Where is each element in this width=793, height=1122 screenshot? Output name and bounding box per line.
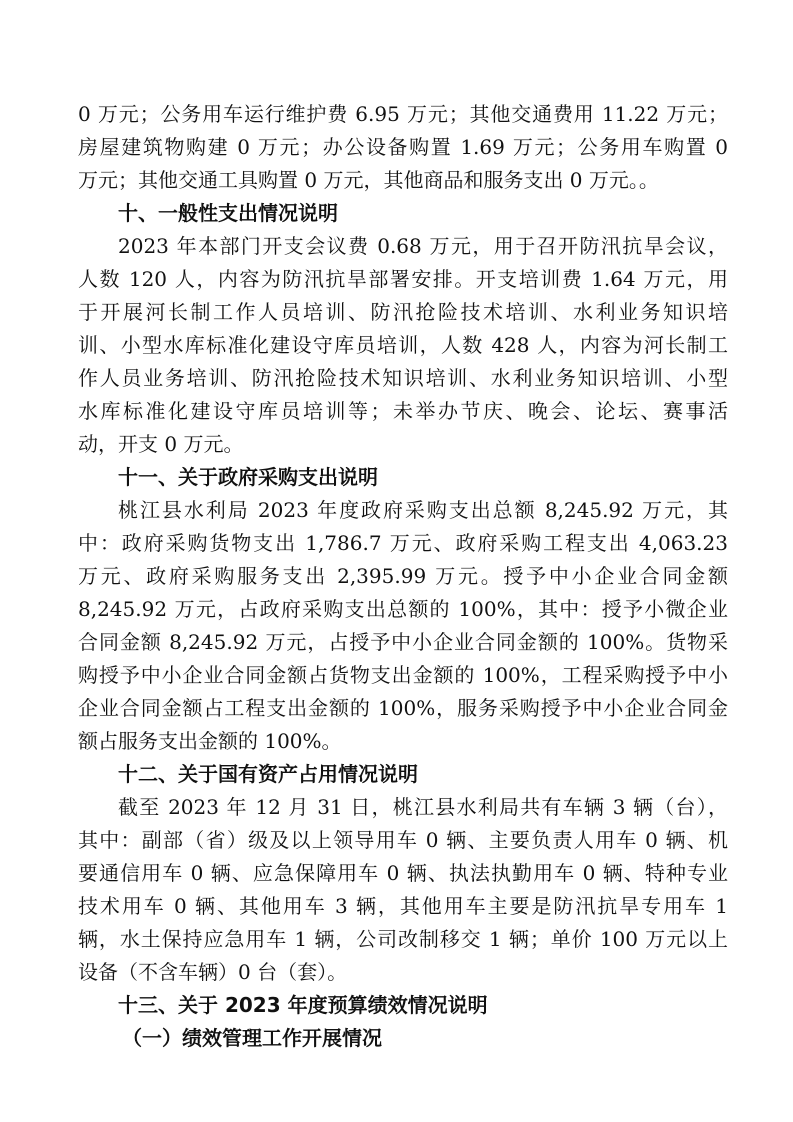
text-line: 设备（不含车辆）0 台（套）。 [78, 960, 348, 984]
text-line: 人数 120 人，内容为防汛抗旱部署安排。开支培训费 1.64 万元，用 [78, 267, 728, 291]
section-heading-12: 十二、关于国有资产占用情况说明 [118, 762, 418, 786]
text-line: 8,245.92 万元，占政府采购支出总额的 100%，其中：授予小微企业 [78, 597, 728, 621]
text-line: 企业合同金额占工程支出金额的 100%，服务采购授予中小企业合同金 [78, 696, 728, 720]
text-line: 0 万元；公务用车运行维护费 6.95 万元；其他交通费用 11.22 万元； [78, 102, 728, 126]
subsection-heading: （一）绩效管理工作开展情况 [122, 1026, 382, 1050]
section-heading-13: 十三、关于 2023 年度预算绩效情况说明 [118, 993, 488, 1017]
text-line: 动，开支 0 万元。 [78, 432, 244, 456]
text-line: 于开展河长制工作人员培训、防汛抢险技术培训、水利业务知识培 [78, 300, 728, 324]
text-line: 其中：副部（省）级及以上领导用车 0 辆、主要负责人用车 0 辆、机 [78, 828, 728, 852]
text-line: 技术用车 0 辆、其他用车 3 辆，其他用车主要是防汛抗旱专用车 1 [78, 894, 728, 918]
text-line: 辆，水土保持应急用车 1 辆，公司改制移交 1 辆；单价 100 万元以上 [78, 927, 728, 951]
text-line: 作人员业务培训、防汛抢险技术知识培训、水利业务知识培训、小型 [78, 366, 728, 390]
paragraph-first-line: 截至 2023 年 12 月 31 日，桃江县水利局共有车辆 3 辆（台）， [118, 795, 728, 819]
section-heading-11: 十一、关于政府采购支出说明 [118, 465, 378, 489]
text-line: 要通信用车 0 辆、应急保障用车 0 辆、执法执勤用车 0 辆、特种专业 [78, 861, 728, 885]
text-line: 训、小型水库标准化建设守库员培训，人数 428 人，内容为河长制工 [78, 333, 728, 357]
section-heading-10: 十、一般性支出情况说明 [118, 201, 338, 225]
text-line: 万元；其他交通工具购置 0 万元，其他商品和服务支出 0 万元。。 [78, 168, 659, 192]
text-line: 万元、政府采购服务支出 2,395.99 万元。授予中小企业合同金额 [78, 564, 728, 588]
paragraph-first-line: 桃江县水利局 2023 年度政府采购支出总额 8,245.92 万元，其 [118, 498, 728, 522]
paragraph-first-line: 2023 年本部门开支会议费 0.68 万元，用于召开防汛抗旱会议， [118, 234, 728, 258]
text-line: 水库标准化建设守库员培训等；未举办节庆、晚会、论坛、赛事活 [78, 399, 728, 423]
text-line: 额占服务支出金额的 100%。 [78, 729, 342, 753]
text-line: 房屋建筑物购建 0 万元；办公设备购置 1.69 万元；公务用车购置 0 [78, 135, 728, 159]
text-line: 购授予中小企业合同金额占货物支出金额的 100%，工程采购授予中小 [78, 663, 728, 687]
text-line: 中：政府采购货物支出 1,786.7 万元、政府采购工程支出 4,063.23 [78, 531, 728, 555]
text-line: 合同金额 8,245.92 万元，占授予中小企业合同金额的 100%。货物采 [78, 630, 728, 654]
